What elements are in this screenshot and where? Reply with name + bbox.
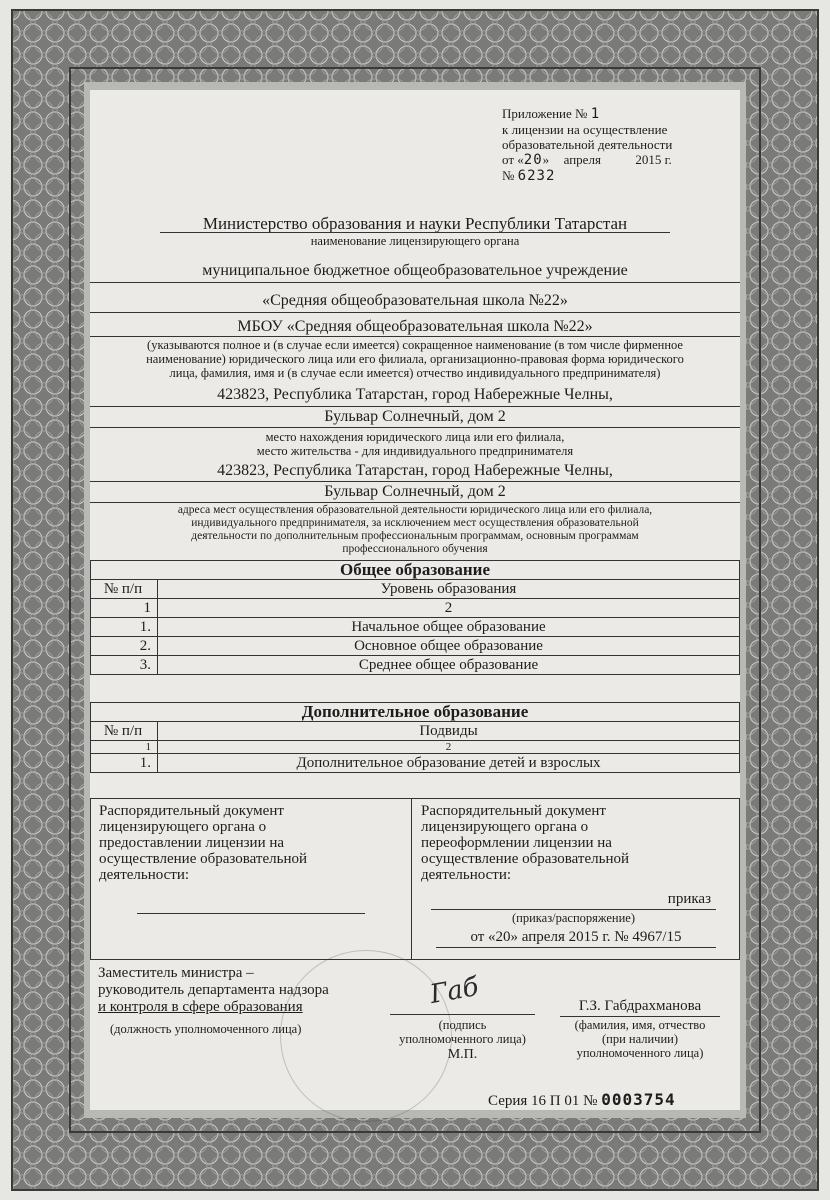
license-number: 6232	[517, 168, 556, 184]
activity-line2: Бульвар Солнечный, дом 2	[324, 483, 506, 500]
col-index: 2	[158, 741, 740, 754]
position-line: руководитель департамента надзора	[98, 982, 329, 998]
col-subtype-header: Подвиды	[158, 722, 740, 741]
activity-caption2: индивидуального предпринимателя, за исключением мест осуществления образовательной	[191, 517, 639, 529]
appendix-line2: к лицензии на осуществление	[502, 122, 668, 137]
location-caption1: место нахождения юридического лица или его филиала,	[265, 430, 565, 444]
order-type: приказ	[667, 891, 711, 907]
signature-caption-line: уполномоченного лица)	[399, 1032, 526, 1046]
order-type-caption: (приказ/распоряжение)	[511, 911, 636, 925]
date-year: 2015	[635, 152, 662, 167]
row-level: Начальное общее образование	[158, 618, 740, 637]
col-level-header: Уровень образования	[158, 580, 740, 599]
date-year-suffix: г.	[664, 152, 672, 167]
appendix-number: 1	[590, 106, 601, 122]
row-number: 2.	[91, 637, 158, 656]
location-line1: 423823, Республика Татарстан, город Набережные Челны,	[217, 386, 613, 403]
signature-mark: Габ	[427, 972, 481, 1010]
name-caption	[550, 1018, 730, 1060]
row-number: 3.	[91, 656, 158, 675]
signature-caption-line: (подпись	[438, 1018, 487, 1032]
signatory-position	[98, 965, 378, 1016]
org-caption3: лица, фамилия, имя и (в случае если имеется) отчество индивидуального предпринимателя)	[169, 366, 661, 380]
activity-line1: 423823, Республика Татарстан, город Набережные Челны,	[217, 462, 613, 479]
stamp-place-label: М.П.	[447, 1047, 478, 1062]
date-prefix: от «	[502, 152, 524, 167]
grant-doc-line: деятельности:	[99, 867, 190, 883]
date-month: апреля	[563, 152, 601, 167]
appendix-header	[502, 106, 742, 184]
col-index: 1	[91, 599, 158, 618]
table-row	[91, 722, 740, 741]
row-level: Основное общее образование	[158, 637, 740, 656]
activity-caption3: деятельности по дополнительным профессиональным программам, основным программам	[191, 530, 639, 542]
table-row	[91, 637, 740, 656]
table-row	[91, 599, 740, 618]
position-line: и контроля в сфере образования	[98, 999, 303, 1015]
blank-number: 0003754	[601, 1090, 676, 1109]
reissue-doc-line: осуществление образовательной	[421, 851, 629, 867]
general-education-title: Общее образование	[91, 561, 740, 580]
activity-caption4: профессионального обучения	[342, 543, 488, 555]
grant-doc-line: предоставлении лицензии на	[99, 835, 285, 851]
table-row	[91, 754, 740, 773]
name-caption-line: уполномоченного лица)	[576, 1046, 704, 1060]
org-short: МБОУ «Средняя общеобразовательная школа №22»	[237, 318, 593, 335]
general-education-table	[90, 560, 740, 675]
authority-name: Министерство образования и науки Республики Татарстан	[202, 214, 628, 233]
table-row	[91, 656, 740, 675]
row-number: 1.	[91, 754, 158, 773]
table-row	[91, 580, 740, 599]
table-row	[91, 741, 740, 754]
grant-doc-line: лицензирующего органа о	[99, 819, 267, 835]
col-number-header: № п/п	[91, 580, 158, 599]
reissue-doc-line: деятельности:	[421, 867, 512, 883]
series-label: Серия	[488, 1093, 528, 1109]
org-caption1: (указываются полное и (в случае если имеется) сокращенное наименование (в том числе фирменное	[147, 338, 683, 352]
col-number-header: № п/п	[91, 722, 158, 741]
reissue-doc-line: переоформлении лицензии на	[421, 835, 612, 851]
org-line1: муниципальное бюджетное общеобразовательное учреждение	[202, 262, 628, 279]
series-no-label: №	[583, 1093, 598, 1109]
col-index: 1	[91, 741, 158, 754]
row-subtype: Дополнительное образование детей и взрослых	[158, 754, 740, 773]
date-day: 20	[523, 152, 543, 168]
table-row	[91, 618, 740, 637]
series-code: 16 П 01	[531, 1093, 580, 1109]
reissue-doc-line: Распорядительный документ	[421, 803, 606, 819]
col-index: 2	[158, 599, 740, 618]
row-number: 1.	[91, 618, 158, 637]
series-line	[488, 1090, 728, 1110]
org-line2: «Средняя общеобразовательная школа №22»	[262, 292, 568, 309]
order-reference: от «20» апреля 2015 г. № 4967/15	[470, 929, 682, 945]
row-level: Среднее общее образование	[158, 656, 740, 675]
additional-education-title: Дополнительное образование	[91, 703, 740, 722]
grant-document	[99, 803, 399, 963]
name-caption-line: (фамилия, имя, отчество	[574, 1018, 706, 1032]
grant-doc-line: Распорядительный документ	[99, 803, 284, 819]
position-caption: (должность уполномоченного лица)	[110, 1022, 302, 1036]
name-caption-line: (при наличии)	[601, 1032, 679, 1046]
authority-caption: наименование лицензирующего органа	[310, 234, 520, 248]
location-line2: Бульвар Солнечный, дом 2	[324, 408, 506, 425]
appendix-line3: образовательной деятельности	[502, 137, 673, 152]
date-mid: »	[542, 152, 550, 167]
org-caption2: наименование) юридического лица или его филиала, организационно-правовая форма юридического	[146, 352, 684, 366]
appendix-label: Приложение №	[502, 106, 588, 121]
reissue-doc-line: лицензирующего органа о	[421, 819, 589, 835]
signatory-name: Г.З. Габдрахманова	[578, 998, 702, 1014]
activity-caption1: адреса мест осуществления образовательной деятельности юридического лица или его филиала,	[177, 504, 653, 516]
grant-doc-line: осуществление образовательной	[99, 851, 307, 867]
position-line: Заместитель министра –	[98, 965, 254, 981]
license-no-label: №	[502, 168, 515, 183]
location-caption2: место жительства - для индивидуального предпринимателя	[256, 444, 574, 458]
signature-caption	[390, 1018, 535, 1062]
additional-education-table	[90, 702, 740, 773]
orders-block	[90, 798, 740, 960]
document-body	[90, 90, 740, 1110]
